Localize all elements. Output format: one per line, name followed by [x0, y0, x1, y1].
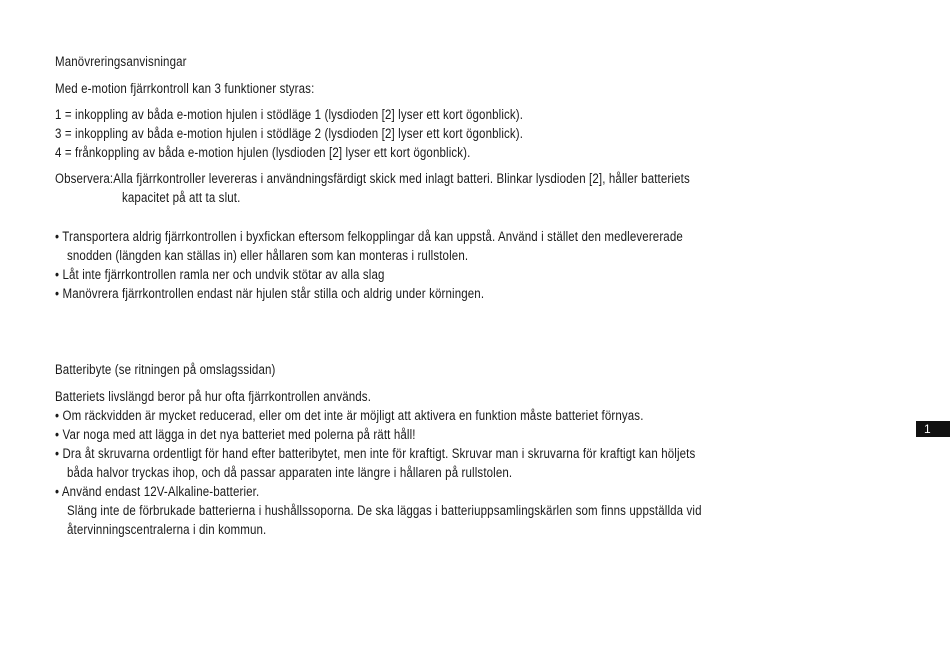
section1-intro: Med e-motion fjärrkontroll kan 3 funktioner styras:	[55, 81, 315, 96]
bullet-alkaline-line-1: • Använd endast 12V-Alkaline-batterier.	[55, 484, 260, 499]
bullet-transport-line-2: snodden (längden kan ställas in) eller hållaren som kan monteras i rullstolen.	[67, 248, 469, 263]
page-number-tab: 1	[916, 421, 950, 437]
bullet-screws-line-1: • Dra åt skruvarna ordentligt för hand efter batteribytet, men inte för kraftigt. Skruvar man i skruvarna för kraftigt kan höljets	[55, 446, 696, 461]
bullet-alkaline-line-2: Släng inte de förbrukade batterierna i hushållssoporna. De ska läggas i batteriuppsamlingskärlen som finns uppställda vid	[67, 503, 702, 518]
section-title-operating-instructions: Manövreringsanvisningar	[55, 54, 187, 69]
note-line-1: Observera:Alla fjärrkontroller levereras i användningsfärdigt skick med inlagt batteri. Blinkar lysdioden [2], håller batteriets	[55, 171, 690, 186]
bullet-range-reduced: • Om räckvidden är mycket reducerad, eller om det inte är möjligt att aktivera en funktion måste batteriet förnyas.	[55, 408, 644, 423]
note-line-2: kapacitet på att ta slut.	[122, 190, 241, 205]
section-title-battery-change: Batteribyte (se ritningen på omslagssidan)	[55, 362, 276, 377]
bullet-no-drop: • Låt inte fjärrkontrollen ramla ner och undvik stötar av alla slag	[55, 267, 385, 282]
function-item-3: 3 = inkoppling av båda e-motion hjulen i stödläge 2 (lysdioden [2] lyser ett kort ögonblick).	[55, 126, 524, 141]
function-item-1: 1 = inkoppling av båda e-motion hjulen i stödläge 1 (lysdioden [2] lyser ett kort ögonblick).	[55, 107, 524, 122]
bullet-alkaline-line-3: återvinningscentralerna i din kommun.	[67, 522, 267, 537]
function-item-4: 4 = frånkoppling av båda e-motion hjulen (lysdioden [2] lyser ett kort ögonblick).	[55, 145, 471, 160]
section2-intro: Batteriets livslängd beror på hur ofta fjärrkontrollen används.	[55, 389, 372, 404]
bullet-polarity: • Var noga med att lägga in det nya batteriet med polerna på rätt håll!	[55, 427, 416, 442]
bullet-screws-line-2: båda halvor tryckas ihop, och då passar apparaten inte längre i hållaren på rullstolen.	[67, 465, 513, 480]
bullet-transport-line-1: • Transportera aldrig fjärrkontrollen i byxfickan eftersom felkopplingar då kan uppstå. Använd i stället den medlevererade	[55, 229, 683, 244]
bullet-operate-stationary: • Manövrera fjärrkontrollen endast när hjulen står stilla och aldrig under körningen.	[55, 286, 485, 301]
